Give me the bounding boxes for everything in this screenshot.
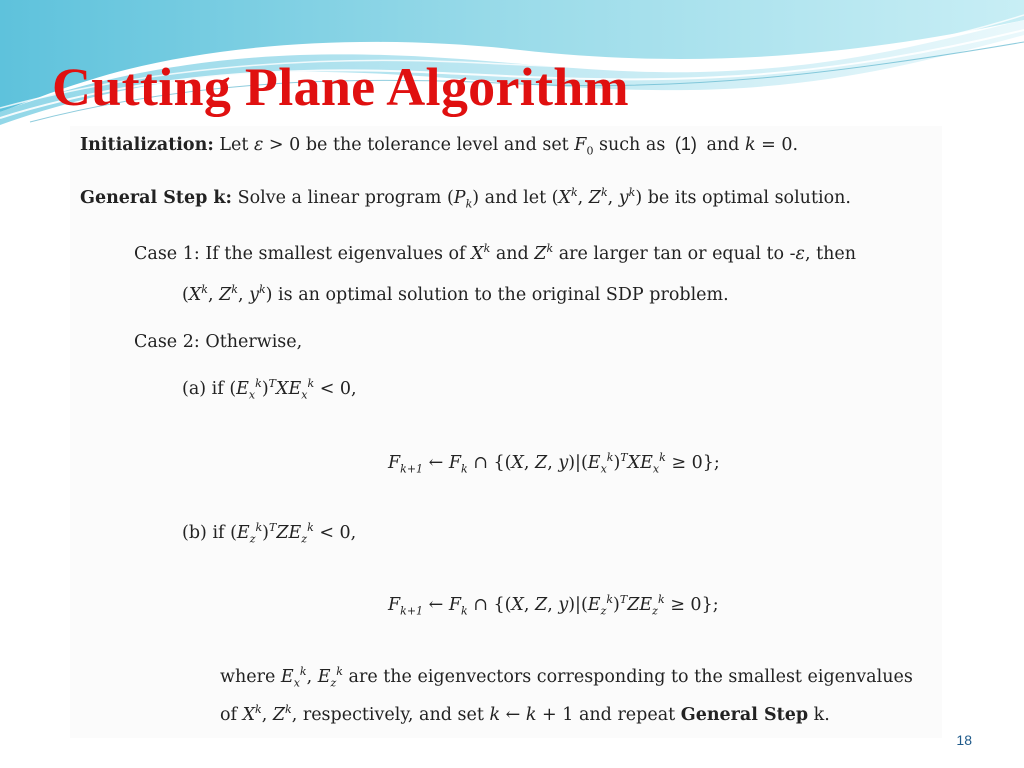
where-text-b: are the eigenvectors corresponding to the smallest eigenvalues <box>342 667 913 687</box>
page-number: 18 <box>956 732 972 748</box>
initialization-line: Initialization: Let ε > 0 be the tolerance level and set $F_0$ such as (1) and k = 0. <box>80 130 798 158</box>
equation-ref: (1) <box>674 134 697 154</box>
case1-text-c: are larger tan or equal to - <box>553 244 796 264</box>
where-text-e: and repeat <box>573 705 681 725</box>
case2b-if: if <box>212 523 225 543</box>
case2-label: Case 2: <box>134 332 200 352</box>
case2b-condition: (b) if $(E_z^k)^TZE_z^k < 0$, <box>182 521 357 546</box>
where-line2: of $X^k$, $Z^k$, respectively, and set k ← k + 1 and repeat General Step k. <box>220 703 830 725</box>
case1-line2: ($X^k$, $Z^k$, $y^k$) is an optimal solution to the original SDP problem. <box>182 283 729 305</box>
initialization-label: Initialization: <box>80 135 214 155</box>
case1-text-e: is an optimal solution to the original SDP problem. <box>272 285 729 305</box>
case2a-update: $F_{k+1}$ ← $F_k$ ∩ {(X, Z, $y)|(E_x^k)^TXE_x^k \ge 0$}; <box>388 451 720 476</box>
init-text-b: be the tolerance level and set <box>305 135 575 155</box>
slide-title: Cutting Plane Algorithm <box>52 57 629 117</box>
general-text-b: and let <box>479 188 552 208</box>
where-text-f: General Step <box>680 705 809 725</box>
case2-line <box>134 329 302 355</box>
case2a-condition: (a) if $(E_x^k)^TXE_x^k < 0$, <box>182 377 357 402</box>
case2a-if: if <box>211 379 224 399</box>
case1-text-b: and <box>490 244 535 264</box>
case2a-label: (a) <box>182 379 207 399</box>
algorithm-image <box>70 126 942 738</box>
where-text-a: where <box>220 667 281 687</box>
case1-text-d: , then <box>804 244 857 264</box>
where-text-g: k. <box>808 705 830 725</box>
where-line1: where $E_x^k$, $E_z^k$ are the eigenvectors corresponding to the smallest eigenvalues <box>220 665 913 690</box>
case1-text-a: If the smallest eigenvalues of <box>205 244 472 264</box>
init-text-d: and <box>706 135 745 155</box>
general-step-label: General Step k: <box>80 188 233 208</box>
case2-text-a: Otherwise, <box>205 332 303 352</box>
general-step-line: General Step k: Solve a linear program $(P_k)$ and let ($X^k$, $Z^k$, $y^k$) be its optimal solution. <box>80 186 851 211</box>
general-text-c: be its optimal solution. <box>642 188 851 208</box>
init-text-c: such as <box>593 135 671 155</box>
case1-line1: Case 1: If the smallest eigenvalues of $X^k$ and $Z^k$ are larger tan or equal to -ε, then <box>134 242 857 264</box>
case2b-update: $F_{k+1}$ ← $F_k$ ∩ {(X, Z, $y)|(E_z^k)^TZE_z^k \ge 0$}; <box>388 593 719 618</box>
where-text-d: , respectively, and set <box>291 705 490 725</box>
init-text-a: Let <box>219 135 254 155</box>
general-text-a: Solve a linear program <box>237 188 447 208</box>
case2b-label: (b) <box>182 523 207 543</box>
where-text-c: of <box>220 705 243 725</box>
case1-label: Case 1: <box>134 244 200 264</box>
